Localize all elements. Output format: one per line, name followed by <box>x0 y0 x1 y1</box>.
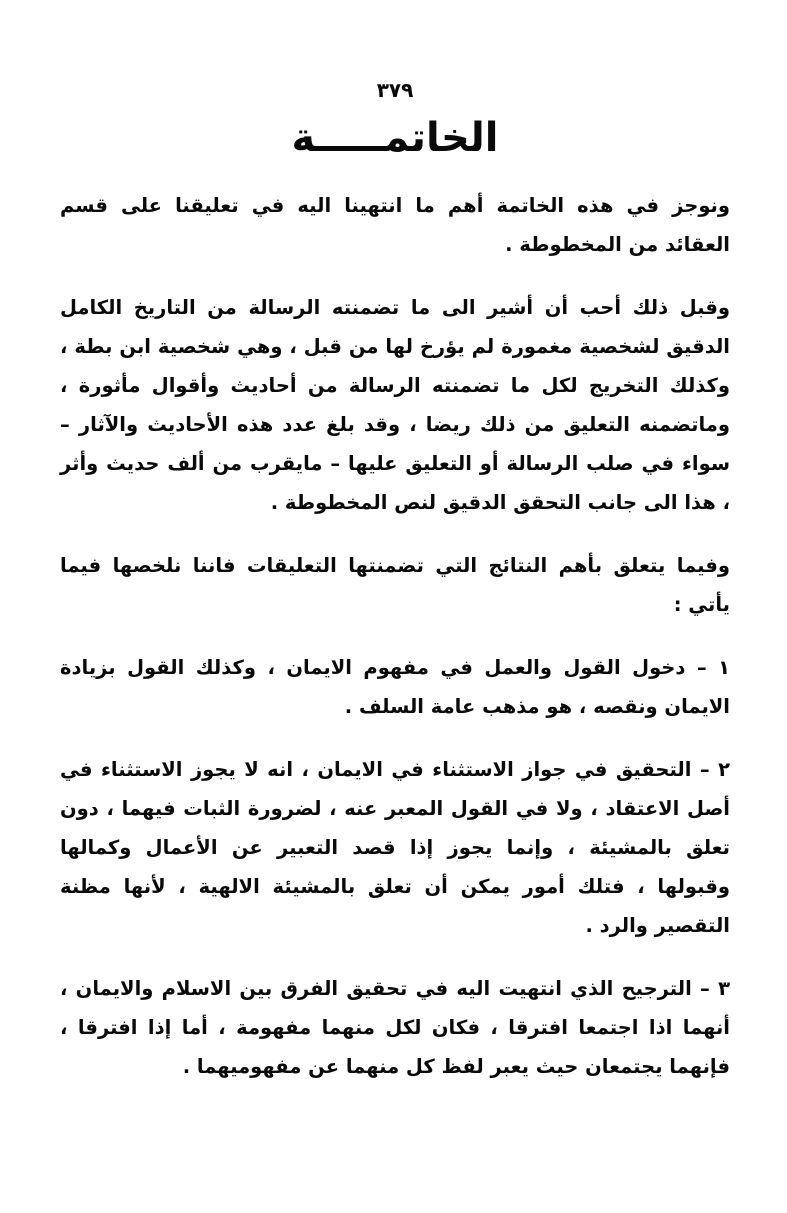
list-item <box>60 648 730 726</box>
list-item-number: ٢ – <box>699 758 730 781</box>
page-content <box>60 76 730 1110</box>
list-item-text: التحقيق في جواز الاستثناء في الايمان ، انه لا يجوز الاستثناء في أصل الاعتقاد ، ولا في القول المعبر عنه ، لضرورة الثبات فيهما ، دون تعلق بالمشيئة ، وإنما يجوز إذا قصد التعبير عن الأعمال وكمالها وقبولها ، فتلك أمور يمكن أن تعلق بالمشيئة الالهية ، لأنها مظنة التقصير والرد . <box>60 758 730 937</box>
list-item-text: دخول القول والعمل في مفهوم الايمان ، وكذلك القول بزيادة الايمان ونقصه ، هو مذهب عامة السلف . <box>60 656 730 718</box>
page-title: الخاتمـــــة <box>291 115 499 161</box>
list-item-number: ٣ – <box>700 977 730 1000</box>
list-item-text: الترجيح الذي انتهيت اليه في تحقيق الفرق بين الاسلام والايمان ، أنهما اذا اجتمعا افترقا ، فكان لكل منهما مفهومة ، أما إذا افترقا ، فإنهما يجتمعان حيث يعبر لفظ كل منهما عن مفهوميهما . <box>60 977 730 1078</box>
list-item <box>60 969 730 1086</box>
intro-paragraph-2: وقبل ذلك أحب أن أشير الى ما تضمنته الرسالة من التاريخ الكامل الدقيق لشخصية مغمورة لم يؤرخ لها من قبل ، وهي شخصية ابن بطة ، وكذلك التخريج لكل ما تضمنته الرسالة من أحاديث وأقوال مأثورة ، وماتضمنه التعليق من ذلك ريضا ، وقد بلغ عدد هذه الأحاديث والآثار – سواء في صلب الرسالة أو التعليق عليها – مايقرب من ألف حديث وأثر ، هذا الى جانب التحقق الدقيق لنص المخطوطة . <box>60 296 730 514</box>
intro-paragraph-1: ونوجز في هذه الخاتمة أهم ما انتهينا اليه في تعليقنا على قسم العقائد من المخطوطة . <box>60 194 730 256</box>
intro-paragraph-3: وفيما يتعلق بأهم النتائج التي تضمنتها التعليقات فاننا نلخصها فيما يأتي : <box>60 554 730 616</box>
page-number: ٣٧٩ <box>376 78 414 102</box>
list-item-number: ١ – <box>696 656 731 679</box>
list-item <box>60 750 730 945</box>
